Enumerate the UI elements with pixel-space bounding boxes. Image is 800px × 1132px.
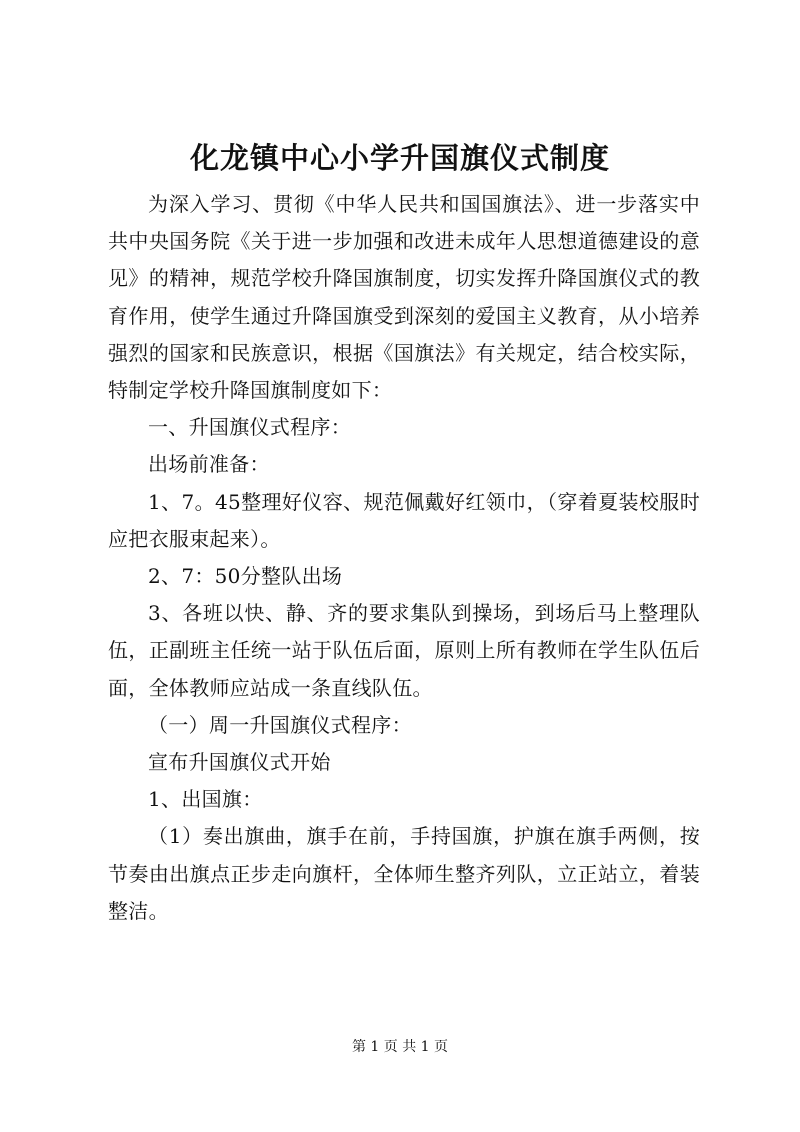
paragraph-preparation: 出场前准备： (148, 452, 270, 477)
paragraph-flag-procession: （1）奏出旗曲，旗手在前，手持国旗，护旗在旗手两侧，按节奏由出旗点正步走向旗杆，全体师生整齐列队，立正站立，着装整洁。 (108, 824, 700, 923)
paragraph-item-1: 1、7。45整理好仪容、规范佩戴好红领巾，（穿着夏装校服时应把衣服束起来）。 (108, 489, 700, 551)
paragraph-subsection-heading: （一）周一升国旗仪式程序： (148, 712, 412, 737)
document-title: 化龙镇中心小学升国旗仪式制度 (189, 141, 610, 175)
paragraph-flag-out: 1、出国旗： (148, 787, 263, 812)
page-footer: 第 1 页 共 1 页 (351, 1039, 449, 1055)
paragraph-item-3: 3、各班以快、静、齐的要求集队到操场，到场后马上整理队伍，正副班主任统一站于队伍后面，原则上所有教师在学生队伍后面，全体教师应站成一条直线队伍。 (108, 601, 700, 700)
paragraph-item-2: 2、7：50分整队出场 (148, 564, 343, 589)
paragraph-announce: 宣布升国旗仪式开始 (148, 750, 331, 775)
paragraph-section-heading: 一、升国旗仪式程序： (148, 415, 351, 440)
paragraph-intro: 为深入学习、贯彻《中华人民共和国国旗法》、进一步落实中共中央国务院《关于进一步加强和改进未成年人思想道德建设的意见》的精神，规范学校升降国旗制度，切实发挥升降国旗仪式的教育作用，使学生通过升降国旗受到深刻的爱国主义教育，从小培养强烈的国家和民族意识，根据《国旗法》有关规定，结合校实际，特制定学校升降国旗制度如下： (108, 192, 700, 403)
document-body (108, 186, 700, 930)
